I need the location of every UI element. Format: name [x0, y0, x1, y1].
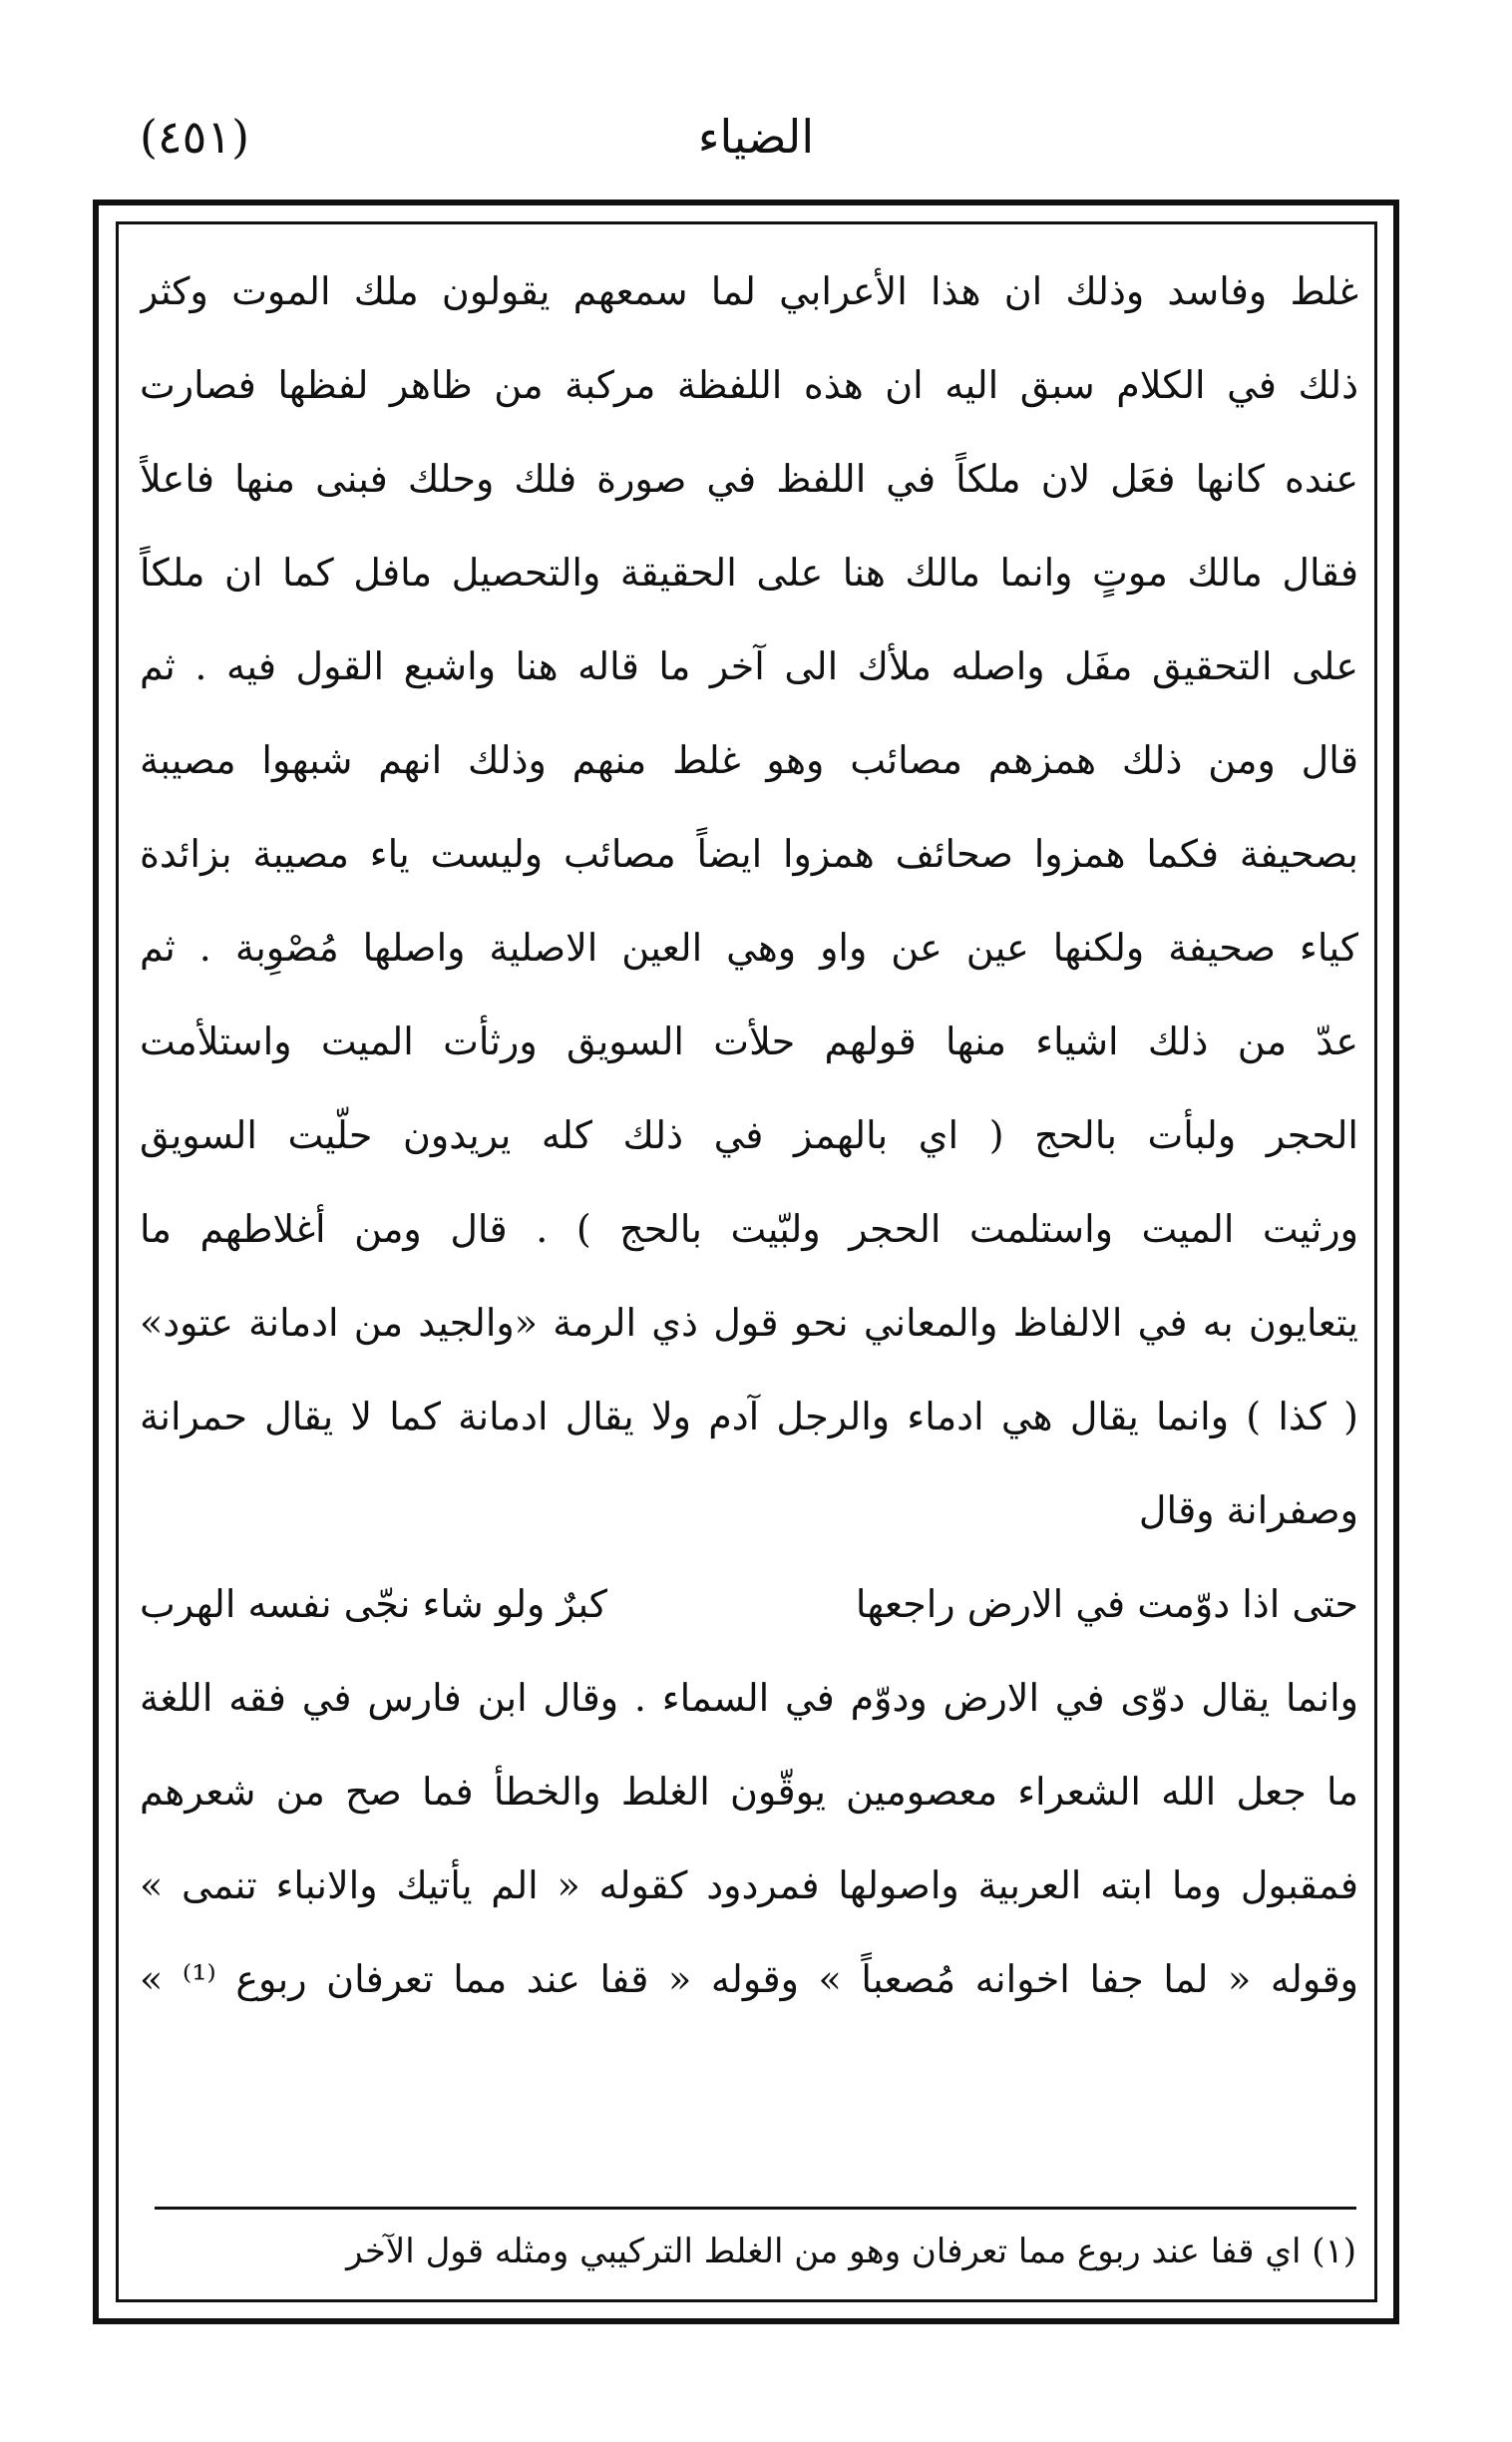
body-line: قال ومن ذلك همزهم مصائب وهو غلط منهم وذلك انهم شبهوا مصيبة [140, 738, 1358, 782]
body-line: ورثيت الميت واستلمت الحجر ولبّيت بالحج ) . قال ومن أغلاطهم ما [140, 1207, 1358, 1251]
verse-hemistich-first: حتى اذا دوّمت في الارض راجعها [855, 1582, 1358, 1626]
body-line: ( كذا ) وانما يقال هي ادماء والرجل آدم ولا يقال ادمانة كما لا يقال حمرانة [140, 1395, 1358, 1438]
body-line: عنده كانها فعَل لان ملكاً في اللفظ في صورة فلك وحلك فبنى منها فاعلاً [140, 457, 1358, 501]
body-line: عدّ من ذلك اشياء منها قولهم حلأت السويق ورثأت الميت واستلأمت [140, 1019, 1358, 1063]
page-title: الضياء [697, 110, 815, 164]
body-line: بصحيفة فكما همزوا صحائف همزوا ايضاً مصائب وليست ياء مصيبة بزائدة [140, 832, 1358, 876]
body-text [140, 244, 1358, 2026]
running-head [0, 110, 1512, 200]
body-line: فمقبول وما ابته العربية واصولها فمردود كقوله « الم يأتيك والانباء تنمى » [140, 1863, 1358, 1907]
body-line: كياء صحيفة ولكنها عين عن واو وهي العين الاصلية واصلها مُصْوِبة . ثم [140, 926, 1358, 970]
body-line: الحجر ولبأت بالحج ( اي بالهمز في ذلك كله يريدون حلّيت السويق [140, 1113, 1358, 1157]
body-line: وقوله « لما جفا اخوانه مُصعباً » وقوله « قفا عند مما تعرفان ربوع ⁽¹⁾ » [140, 1957, 1358, 2001]
verse-hemistich-second: كبرٌ ولو شاء نجّى نفسه الهرب [140, 1582, 608, 1626]
body-line: وصفرانة وقال [1138, 1488, 1358, 1532]
body-line: وانما يقال دوّى في الارض ودوّم في السماء . وقال ابن فارس في فقه اللغة [140, 1676, 1358, 1720]
footnote: (١) اي قفا عند ربوع مما تعرفان وهو من الغلط التركيبي ومثله قول الآخر [346, 2232, 1356, 2271]
poetry-verse [140, 1557, 1358, 1651]
body-line: فقال مالك موتٍ وانما مالك هنا على الحقيقة والتحصيل مافل كما ان ملكاً [140, 551, 1358, 595]
body-line: ما جعل الله الشعراء معصومين يوقّون الغلط والخطأ فما صح من شعرهم [140, 1770, 1358, 1814]
body-line: ذلك في الكلام سبق اليه ان هذه اللفظة مركبة من ظاهر لفظها فصارت [140, 363, 1358, 407]
body-line: على التحقيق مفَل واصله ملأك الى آخر ما قاله هنا واشبع القول فيه . ثم [140, 644, 1358, 688]
page-number: (٤٥١) [140, 110, 250, 164]
body-line: غلط وفاسد وذلك ان هذا الأعرابي لما سمعهم يقولون ملك الموت وكثر [140, 269, 1358, 313]
footnote-divider [155, 2207, 1356, 2210]
body-line: يتعايون به في الالفاظ والمعاني نحو قول ذي الرمة «والجيد من ادمانة عتود» [140, 1301, 1358, 1345]
